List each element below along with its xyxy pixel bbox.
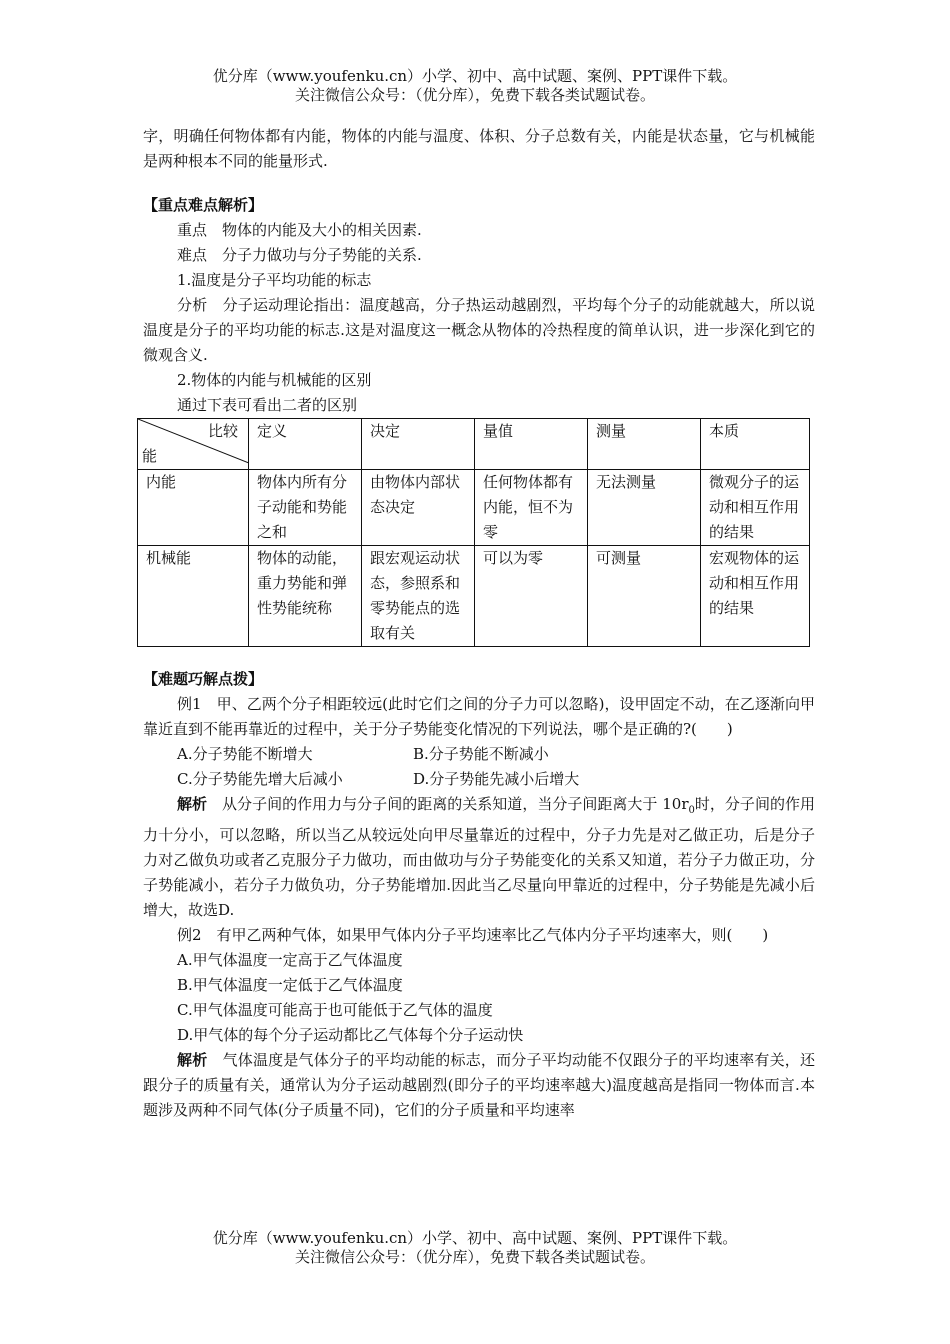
corner-top-label: 比较 — [207, 422, 238, 440]
table-header-cell: 量值 — [475, 419, 588, 470]
section-heading-tips: 【难题巧解点拨】 — [143, 670, 264, 688]
option-d: D.分子势能先减小后增大 — [413, 770, 580, 788]
footer-line-2: 关注微信公众号：（优分库），免费下载各类试题试卷。 — [294, 1248, 655, 1266]
option-c: C.分子势能先增大后减小 — [177, 770, 343, 788]
table-header-cell: 定义 — [249, 419, 362, 470]
option-b: B.分子势能不断减小 — [413, 745, 549, 763]
table-cell: 由物体内部状态决定 — [362, 470, 475, 546]
solution-label: 解析 — [177, 795, 208, 813]
table-cell: 可以为零 — [475, 546, 588, 647]
example-2-solution — [143, 1048, 815, 1123]
table-cell: 微观分子的运动和相互作用的结果 — [701, 470, 810, 546]
solution-text-1: 从分子间的作用力与分子间的距离的关系知道，当分子间距离大于 10r — [207, 795, 689, 813]
option-a: A.分子势能不断增大 — [177, 745, 313, 763]
example-1-question: 例1 甲、乙两个分子相距较远(此时它们之间的分子力可以忽略)，设甲固定不动，在乙逐渐向甲靠近直到不能再靠近的过程中，关于分子势能变化情况的下列说法，哪个是正确的?( ) — [143, 695, 815, 738]
solution-text-2: 时，分子间的作用力十分小，可以忽略，所以当乙从较远处向甲尽量靠近的过程中，分子力先是对乙做正功，后是分子力对乙做负功或者乙克服分子力做功，而由做功与分子势能变化的关系又知道，若分子力做正功，分子势能减小，若分子力做负功，分子势能增加.因此当乙尽量向甲靠近的过程中，分子势能是先减小后增大，故选D. — [143, 795, 815, 919]
item2-text: 通过下表可看出二者的区别 — [177, 396, 358, 414]
document-body — [143, 124, 815, 1123]
row-label: 机械能 — [138, 546, 249, 647]
table-cell: 跟宏观运动状态，参照系和零势能点的选取有关 — [362, 546, 475, 647]
option-c: C.甲气体温度可能高于也可能低于乙气体的温度 — [177, 1001, 493, 1019]
example-2-question: 例2 有甲乙两种气体，如果甲气体内分子平均速率比乙气体内分子平均速率大，则( ) — [177, 926, 769, 944]
intro-paragraph: 字，明确任何物体都有内能，物体的内能与温度、体积、分子总数有关，内能是状态量，它与机械能是两种根本不同的能量形式. — [143, 127, 815, 170]
corner-bottom-label: 能 — [142, 447, 158, 465]
footer-line-1: 优分库（www.youfenku.cn）小学、初中、高中试题、案例、PPT课件下载。 — [212, 1229, 738, 1247]
header-line-2: 关注微信公众号：（优分库），免费下载各类试题试卷。 — [294, 86, 655, 104]
table-row — [138, 470, 810, 546]
table-header-row — [138, 419, 810, 470]
table-cell: 物体内所有分子动能和势能之和 — [249, 470, 362, 546]
section-heading-analysis: 【重点难点解析】 — [143, 196, 264, 214]
table-cell: 宏观物体的运动和相互作用的结果 — [701, 546, 810, 647]
option-b: B.甲气体温度一定低于乙气体温度 — [177, 976, 403, 994]
row-label: 内能 — [138, 470, 249, 546]
table-cell: 物体的动能，重力势能和弹性势能统称 — [249, 546, 362, 647]
table-row — [138, 546, 810, 647]
table-header-cell: 测量 — [588, 419, 701, 470]
table-corner-cell — [138, 419, 249, 470]
example-1-options-row-2 — [143, 767, 815, 792]
comparison-table — [137, 418, 810, 647]
table-header-cell: 本质 — [701, 419, 810, 470]
subscript-zero: 0 — [688, 805, 695, 816]
example-1-solution — [143, 792, 815, 923]
key-point: 重点 物体的内能及大小的相关因素. — [177, 221, 422, 239]
option-a: A.甲气体温度一定高于乙气体温度 — [177, 951, 403, 969]
option-d: D.甲气体的每个分子运动都比乙气体每个分子运动快 — [177, 1026, 524, 1044]
page-footer — [0, 1229, 950, 1267]
header-line-1: 优分库（www.youfenku.cn）小学、初中、高中试题、案例、PPT课件下载。 — [212, 67, 738, 85]
table-cell: 可测量 — [588, 546, 701, 647]
page-header — [0, 67, 950, 105]
item1-text: 分析 分子运动理论指出：温度越高，分子热运动越剧烈，平均每个分子的动能就越大，所以说温度是分子的平均功能的标志.这是对温度这一概念从物体的冷热程度的简单认识，进一步深化到它的微观含义. — [143, 296, 815, 364]
table-cell: 无法测量 — [588, 470, 701, 546]
item1-title: 1.温度是分子平均功能的标志 — [177, 271, 372, 289]
solution-label: 解析 — [177, 1051, 208, 1069]
table-header-cell: 决定 — [362, 419, 475, 470]
difficulty-point: 难点 分子力做功与分子势能的关系. — [177, 246, 422, 264]
table-cell: 任何物体都有内能，恒不为零 — [475, 470, 588, 546]
solution-text: 气体温度是气体分子的平均动能的标志，而分子平均动能不仅跟分子的平均速率有关，还跟分子的质量有关，通常认为分子运动越剧烈(即分子的平均速率越大)温度越高是指同一物体而言.本题涉及两种不同气体(分子质量不同)，它们的分子质量和平均速率 — [143, 1051, 815, 1119]
example-1-options-row-1 — [143, 742, 815, 767]
item2-title: 2.物体的内能与机械能的区别 — [177, 371, 372, 389]
